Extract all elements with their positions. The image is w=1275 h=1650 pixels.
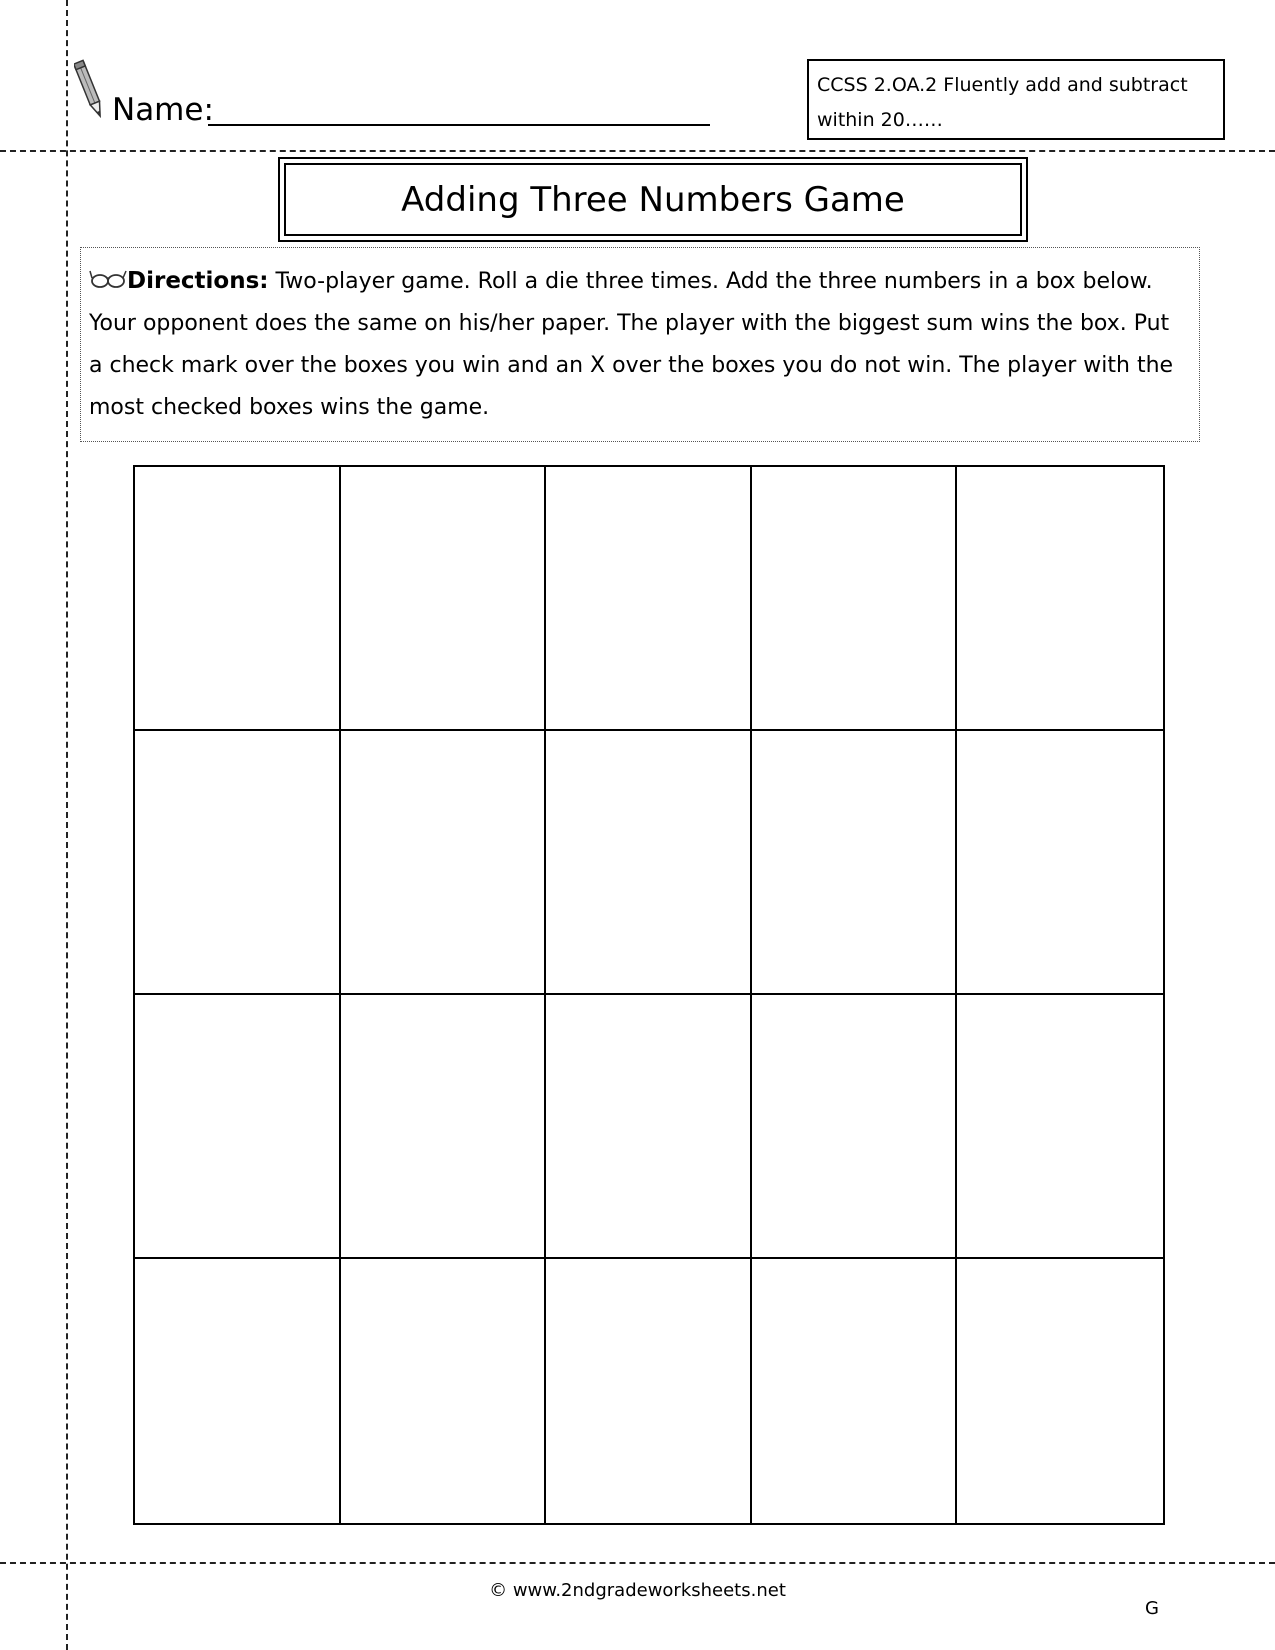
standard-box: CCSS 2.OA.2 Fluently add and subtract within 20…… bbox=[807, 59, 1225, 140]
pencil-icon bbox=[74, 58, 106, 124]
game-box[interactable] bbox=[135, 995, 341, 1259]
game-box[interactable] bbox=[546, 1259, 752, 1523]
title-frame bbox=[278, 157, 1028, 242]
game-box[interactable] bbox=[957, 467, 1163, 731]
game-box[interactable] bbox=[546, 995, 752, 1259]
game-box[interactable] bbox=[957, 731, 1163, 995]
margin-vertical-line bbox=[66, 0, 68, 1650]
game-box[interactable] bbox=[341, 1259, 547, 1523]
game-box[interactable] bbox=[546, 467, 752, 731]
directions-text: Two-player game. Roll a die three times. Add the three numbers in a box below. Your opponent does the same on his/her paper. The player with the biggest sum wins the box. Put a check mark over the boxes you win and an X over the boxes you do not win. The player with the most checked boxes wins the game. bbox=[89, 269, 1174, 420]
glasses-icon bbox=[89, 268, 127, 290]
bottom-cut-line bbox=[0, 1562, 1275, 1564]
game-box[interactable] bbox=[752, 467, 958, 731]
name-underline bbox=[208, 124, 710, 126]
name-field[interactable] bbox=[112, 88, 712, 138]
game-box[interactable] bbox=[546, 731, 752, 995]
game-box[interactable] bbox=[341, 467, 547, 731]
game-box[interactable] bbox=[957, 995, 1163, 1259]
game-box[interactable] bbox=[341, 995, 547, 1259]
game-box[interactable] bbox=[135, 731, 341, 995]
game-box[interactable] bbox=[752, 995, 958, 1259]
game-box[interactable] bbox=[135, 467, 341, 731]
page-letter: G bbox=[1145, 1598, 1159, 1619]
game-grid bbox=[133, 465, 1165, 1525]
name-label: Name: bbox=[112, 92, 214, 128]
game-box[interactable] bbox=[957, 1259, 1163, 1523]
footer-copyright: © www.2ndgradeworksheets.net bbox=[489, 1580, 786, 1601]
page-title: Adding Three Numbers Game bbox=[284, 163, 1022, 236]
directions-box bbox=[80, 247, 1200, 442]
game-box[interactable] bbox=[135, 1259, 341, 1523]
top-cut-line bbox=[0, 150, 1275, 152]
directions-label: Directions: bbox=[127, 268, 269, 294]
game-box[interactable] bbox=[341, 731, 547, 995]
game-box[interactable] bbox=[752, 731, 958, 995]
game-box[interactable] bbox=[752, 1259, 958, 1523]
